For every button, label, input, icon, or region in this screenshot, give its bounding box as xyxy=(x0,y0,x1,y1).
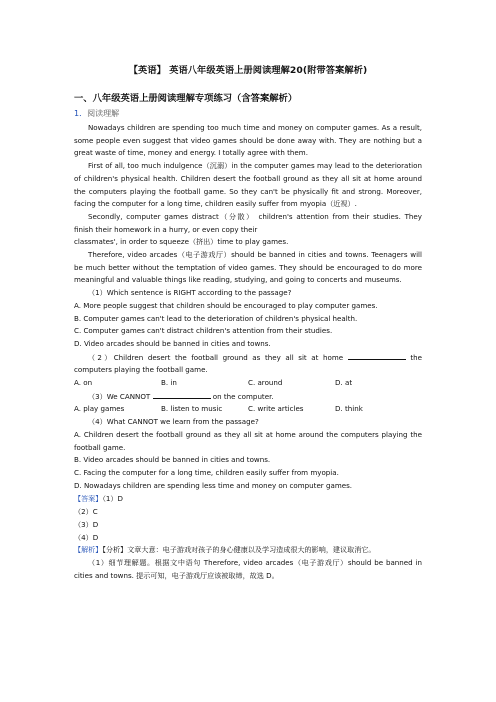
q4-option-c: C. Facing the computer for a long time, children easily suffer from myopia. xyxy=(74,467,339,477)
q1-option-b: B. Computer games can't lead to the deterioration of children's physical health. xyxy=(74,313,358,323)
q3-option-b: B. listen to music xyxy=(161,404,223,414)
q3-option-d: D. think xyxy=(335,404,363,414)
analysis-tag: 【解析】 xyxy=(74,545,103,555)
answer-4: （4）D xyxy=(74,533,99,543)
q3-stem-after: on the computer. xyxy=(212,391,274,401)
q3-options xyxy=(74,403,422,416)
q2-option-c: C. around xyxy=(248,378,283,388)
q1-option-d: D. Video arcades should be banned in cities and towns. xyxy=(74,338,271,348)
answer-1: （1）D xyxy=(102,494,123,504)
passage-paragraph-2: First of all, too much indulgence（沉溺）in the computer games may lead to the deterioration of children's physical health. Children desert the football ground as they all sit at home around the computers playing the football game. So they can't be physically fit and strong. Moreover, facing the computer for a long time, children easily suffer from myopia（近视）. xyxy=(74,161,422,209)
passage-paragraph-3-cont: classmates', in order to squeeze（挤出）time to play games. xyxy=(74,237,289,247)
document-title: 【英语】 英语八年级英语上册阅读理解20(附带答案解析) xyxy=(128,65,368,76)
section-heading: 一、八年级英语上册阅读理解专项练习（含答案解析） xyxy=(74,93,298,104)
q3-stem-before: （3）We CANNOT xyxy=(88,391,151,401)
passage-paragraph-1: Nowadays children are spending too much time and money on computer games. As a result, some people even suggest that video games should be done away with. They are nothing but a great waste of time, money and energy. I totally agree with them. xyxy=(74,123,422,158)
q4-stem: （4）What CANNOT we learn from the passage? xyxy=(88,417,259,427)
answer-2: （2）C xyxy=(74,507,98,517)
q1-option-a: A. More people suggest that children should be encouraged to play computer games. xyxy=(74,300,378,310)
q3-option-a: A. play games xyxy=(74,404,125,414)
passage-paragraph-4: Therefore, video arcades（电子游戏厅）should be banned in cities and towns. Teenagers will be much better without the temptation of video games. They should be encouraged to do more meaningful and valuable things like reading, studying, and going to concerts and museums. xyxy=(74,250,422,285)
q2-option-b: B. in xyxy=(161,378,177,388)
q3-blank xyxy=(153,390,211,399)
q4-option-b: B. Video arcades should be banned in cities and towns. xyxy=(74,455,271,465)
analysis-text: 【分析】文章大意：电子游戏对孩子的身心健康以及学习造成很大的影响，建议取消它。 xyxy=(102,545,376,555)
question-header xyxy=(74,108,422,119)
answer-3: （3）D xyxy=(74,520,99,530)
q2-option-d: D. at xyxy=(335,378,353,388)
q4-option-a: A. Children desert the football ground as they all sit at home around the computers playing the football game. xyxy=(74,429,422,452)
q3-stem xyxy=(74,390,422,404)
q2-stem-before: （2）Children desert the football ground as they all sit at home xyxy=(88,352,344,362)
q2-options xyxy=(74,377,422,390)
q1-option-c: C. Computer games can't distract children's attention from their studies. xyxy=(74,326,333,336)
q2-stem-after: the computers playing the football game. xyxy=(74,352,422,375)
analysis-summary xyxy=(74,544,422,557)
q1-stem: （1）Which sentence is RIGHT according to the passage? xyxy=(88,288,292,298)
q2-option-a: A. on xyxy=(74,378,93,388)
q2-stem xyxy=(74,351,422,377)
answer-tag: 【答案】 xyxy=(74,494,103,504)
q3-option-c: C. write articles xyxy=(248,404,304,414)
question-number: 1． xyxy=(74,109,88,118)
question-label: 阅读理解 xyxy=(87,109,120,118)
analysis-detail: （1）细节理解题。根据文中语句 Therefore, video arcades（电子游戏厅）should be banned in cities and towns. 提示可知，电子游戏厅应该被取缔，故选 D。 xyxy=(74,558,422,580)
passage-paragraph-3: Secondly, computer games distract（分散） children's attention from their studies. They finish their homework in a hurry, or even copy their xyxy=(74,211,422,234)
answer-line-1 xyxy=(74,492,422,505)
q2-blank xyxy=(348,351,406,360)
q4-option-d: D. Nowadays children are spending less time and money on computer games. xyxy=(74,480,353,490)
